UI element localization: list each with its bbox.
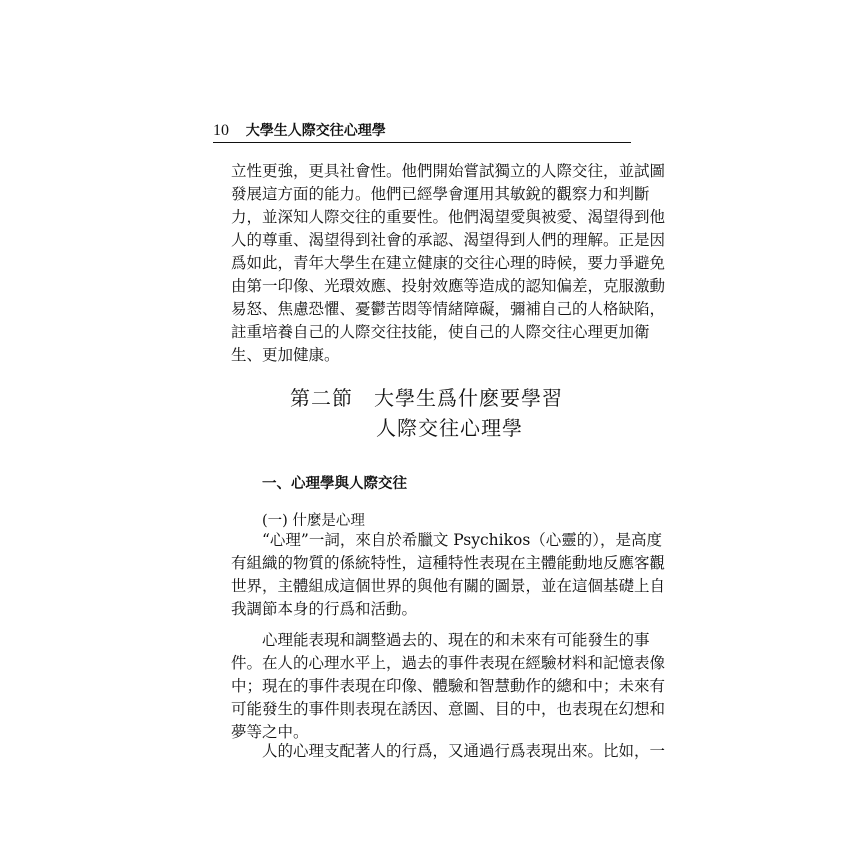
paragraph-line: 世界，主體組成這個世界的與他有關的圖景，並在這個基礎上自 (231, 577, 666, 595)
paragraph-line: 人的尊重、渴望得到社會的承認、渴望得到人們的理解。正是因 (231, 231, 666, 249)
subsubsection-heading: (一) 什麼是心理 (262, 513, 365, 529)
paragraph-line: 人的心理支配著人的行爲，又通過行爲表現出來。比如，一 (262, 742, 666, 760)
header-rule (213, 142, 631, 143)
book-title: 大學生人際交往心理學 (245, 123, 386, 139)
paragraph-line: 有組織的物質的係統特性，這種特性表現在主體能動地反應客觀 (231, 554, 666, 572)
paragraph-line: 由第一印像、光環效應、投射效應等造成的認知偏差，克服激動 (231, 277, 666, 295)
paragraph-line: 心理能表現和調整過去的、現在的和未來有可能發生的事 (262, 631, 650, 649)
paragraph-line: 力，並深知人際交往的重要性。他們渴望愛與被愛、渴望得到他 (231, 208, 666, 226)
paragraph-line: 夢等之中。 (231, 723, 309, 741)
paragraph-line: 發展這方面的能力。他們已經學會運用其敏銳的觀察力和判斷 (231, 185, 650, 203)
paragraph-line: 註重培養自己的人際交往技能，使自己的人際交往心理更加衛 (231, 323, 650, 341)
paragraph-line: 立性更強，更具社會性。他們開始嘗試獨立的人際交往，並試圖 (231, 162, 666, 180)
paragraph-line: 中；現在的事件表現在印像、體驗和智慧動作的總和中；未來有 (231, 677, 666, 695)
paragraph-line: “心理”一詞，來自於希臘文 Psychikos（心靈的），是高度 (262, 531, 663, 549)
section-title-line-2: 人際交往心理學 (376, 416, 523, 440)
paragraph-line: 爲如此，青年大學生在建立健康的交往心理的時候，要力爭避免 (231, 254, 666, 272)
paragraph-line: 件。在人的心理水平上，過去的事件表現在經驗材料和記憶表像 (231, 654, 666, 672)
running-header (213, 120, 631, 140)
paragraph-line: 生、更加健康。 (231, 346, 340, 364)
paragraph-line: 可能發生的事件則表現在誘因、意圖、目的中，也表現在幻想和 (231, 700, 666, 718)
subsection-heading: 一、心理學與人際交往 (262, 476, 407, 492)
section-title-line-1: 第二節 大學生爲什麽要學習 (290, 386, 563, 410)
page-number: 10 (213, 122, 229, 139)
paragraph-line: 我調節本身的行爲和活動。 (231, 600, 418, 618)
paragraph-line: 易怒、焦慮恐懼、憂鬱苦悶等情緒障礙，彌補自己的人格缺陷， (231, 300, 666, 318)
